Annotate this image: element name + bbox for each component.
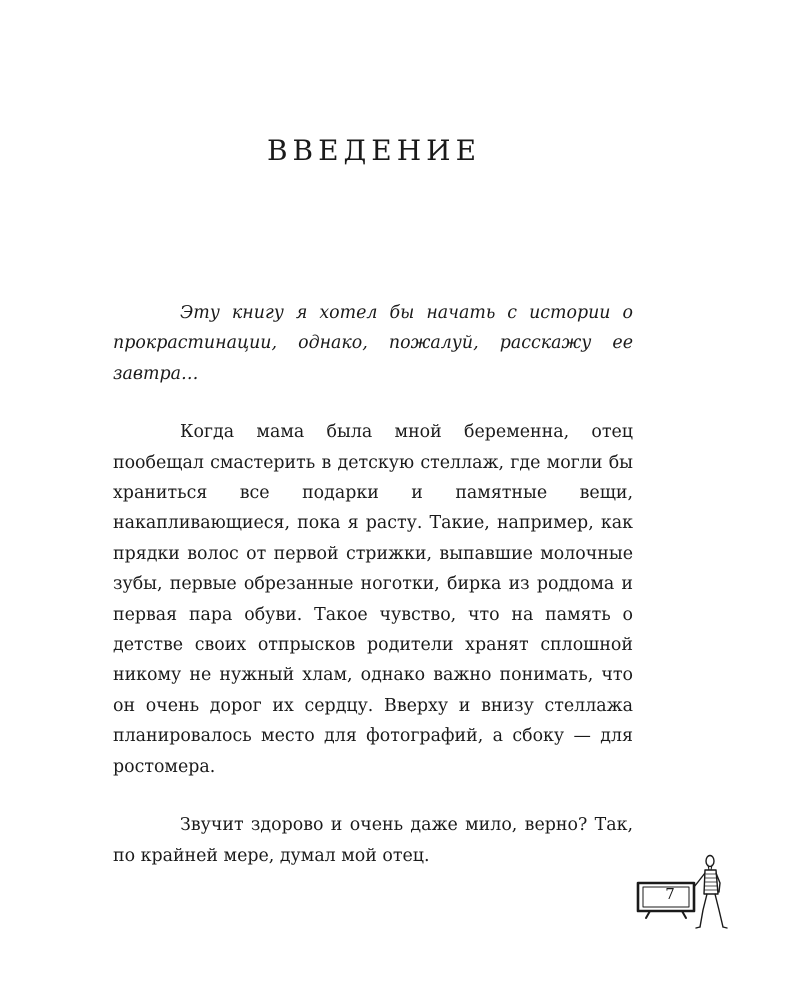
body-paragraph-1: Когда мама была мной беременна, отец пообещал смастерить в детскую стеллаж, где могли бы храниться все подарки и памятные вещи, накапливающиеся, пока я расту. Такие, например, как прядки волос от первой стрижки, выпавшие молочные зубы, первые обрезанные ноготки, бирка из роддома и первая пара обуви. Такое чувство, что на память о детстве своих отпрысков родители хранят сплошной никому не нужный хлам, однако важно понимать, что он очень дорог их сердцу. Вверху и внизу стеллажа планировалось место для фотографий, а сбоку — для ростомера. — [113, 422, 633, 777]
epigraph-paragraph: Эту книгу я хотел бы начать с истории о прокрастинации, однако, пожалуй, расскажу ее завтра… — [113, 303, 633, 384]
body-text — [113, 298, 633, 899]
chapter-title: ВВЕДЕНИЕ — [266, 134, 482, 167]
body-paragraph-2: Звучит здорово и очень даже мило, верно? Так, по крайней мере, думал мой отец. — [113, 815, 633, 866]
page-number: 7 — [665, 885, 675, 903]
